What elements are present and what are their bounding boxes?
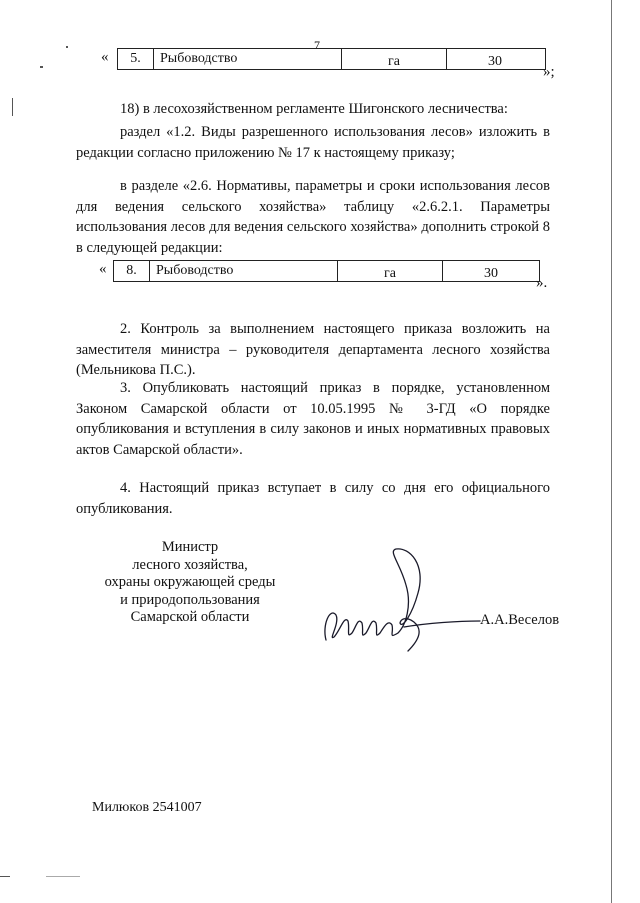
signatory-title-line: Министр (161, 539, 219, 555)
paragraph-2: 2. Контроль за выполнением настоящего приказа возложить на заместителя министра – руководителя департамента лесного хозяйства (Мельникова П.С.). (76, 321, 550, 378)
table-2-unit: га (338, 261, 443, 281)
table-1-name: Рыбоводство (154, 49, 342, 69)
table-1-open-quote: « (101, 49, 109, 65)
table-1-value: 30 (488, 54, 502, 69)
paragraph-18-sub2: в разделе «2.6. Нормативы, параметры и сроки использования лесов для ведения сельского хозяйства» таблицу «2.6.2.1. Параметры использования лесов для ведения сельского хозяйства» дополнить строкой 8 в следующей редакции: (76, 178, 550, 256)
signatory-title (90, 539, 290, 627)
paragraph-4: 4. Настоящий приказ вступает в силу со дня его официального опубликования. (76, 480, 550, 517)
table-2-row (113, 260, 540, 282)
table-1-number: 5. (118, 49, 154, 69)
signatory-title-line: Самарской области (130, 609, 250, 625)
signatory-title-line: и природопользования (120, 591, 260, 608)
signatory-title-line: лесного хозяйства, (132, 556, 248, 573)
page-number: 7 (314, 38, 320, 52)
paragraph-18-sub1: раздел «1.2. Виды разрешенного использования лесов» изложить в редакции согласно приложению № 17 к настоящему приказу; (76, 124, 550, 161)
scan-speck (40, 66, 43, 68)
table-2-close-quote: ». (536, 275, 548, 291)
scan-margin-mark (12, 98, 13, 116)
table-2-value: 30 (484, 266, 498, 281)
handwritten-signature (318, 545, 488, 660)
table-2-number: 8. (114, 261, 150, 281)
signatory-title-line: охраны окружающей среды (104, 574, 276, 590)
scan-bottom-mark (46, 876, 80, 877)
table-1-close-quote: »; (543, 64, 555, 80)
table-2-open-quote: « (99, 261, 107, 277)
table-1-row (117, 48, 546, 70)
table-2-name: Рыбоводство (150, 261, 338, 281)
table-1-unit: га (342, 49, 447, 69)
paragraph-18-heading: 18) в лесохозяйственном регламенте Шигонского лесничества: (120, 101, 508, 117)
scan-speck (66, 46, 68, 48)
page-edge-line (611, 0, 612, 903)
paragraph-3: 3. Опубликовать настоящий приказ в порядке, установленном Законом Самарской области от 10.05.1995 № 3-ГД «О порядке опубликования и вступления в силу законов и иных нормативных правовых актов Самарской области». (76, 380, 550, 458)
executor-contact: Милюков 2541007 (92, 800, 202, 815)
signer-name: А.А.Веселов (480, 612, 560, 628)
scan-bottom-mark (0, 876, 10, 877)
